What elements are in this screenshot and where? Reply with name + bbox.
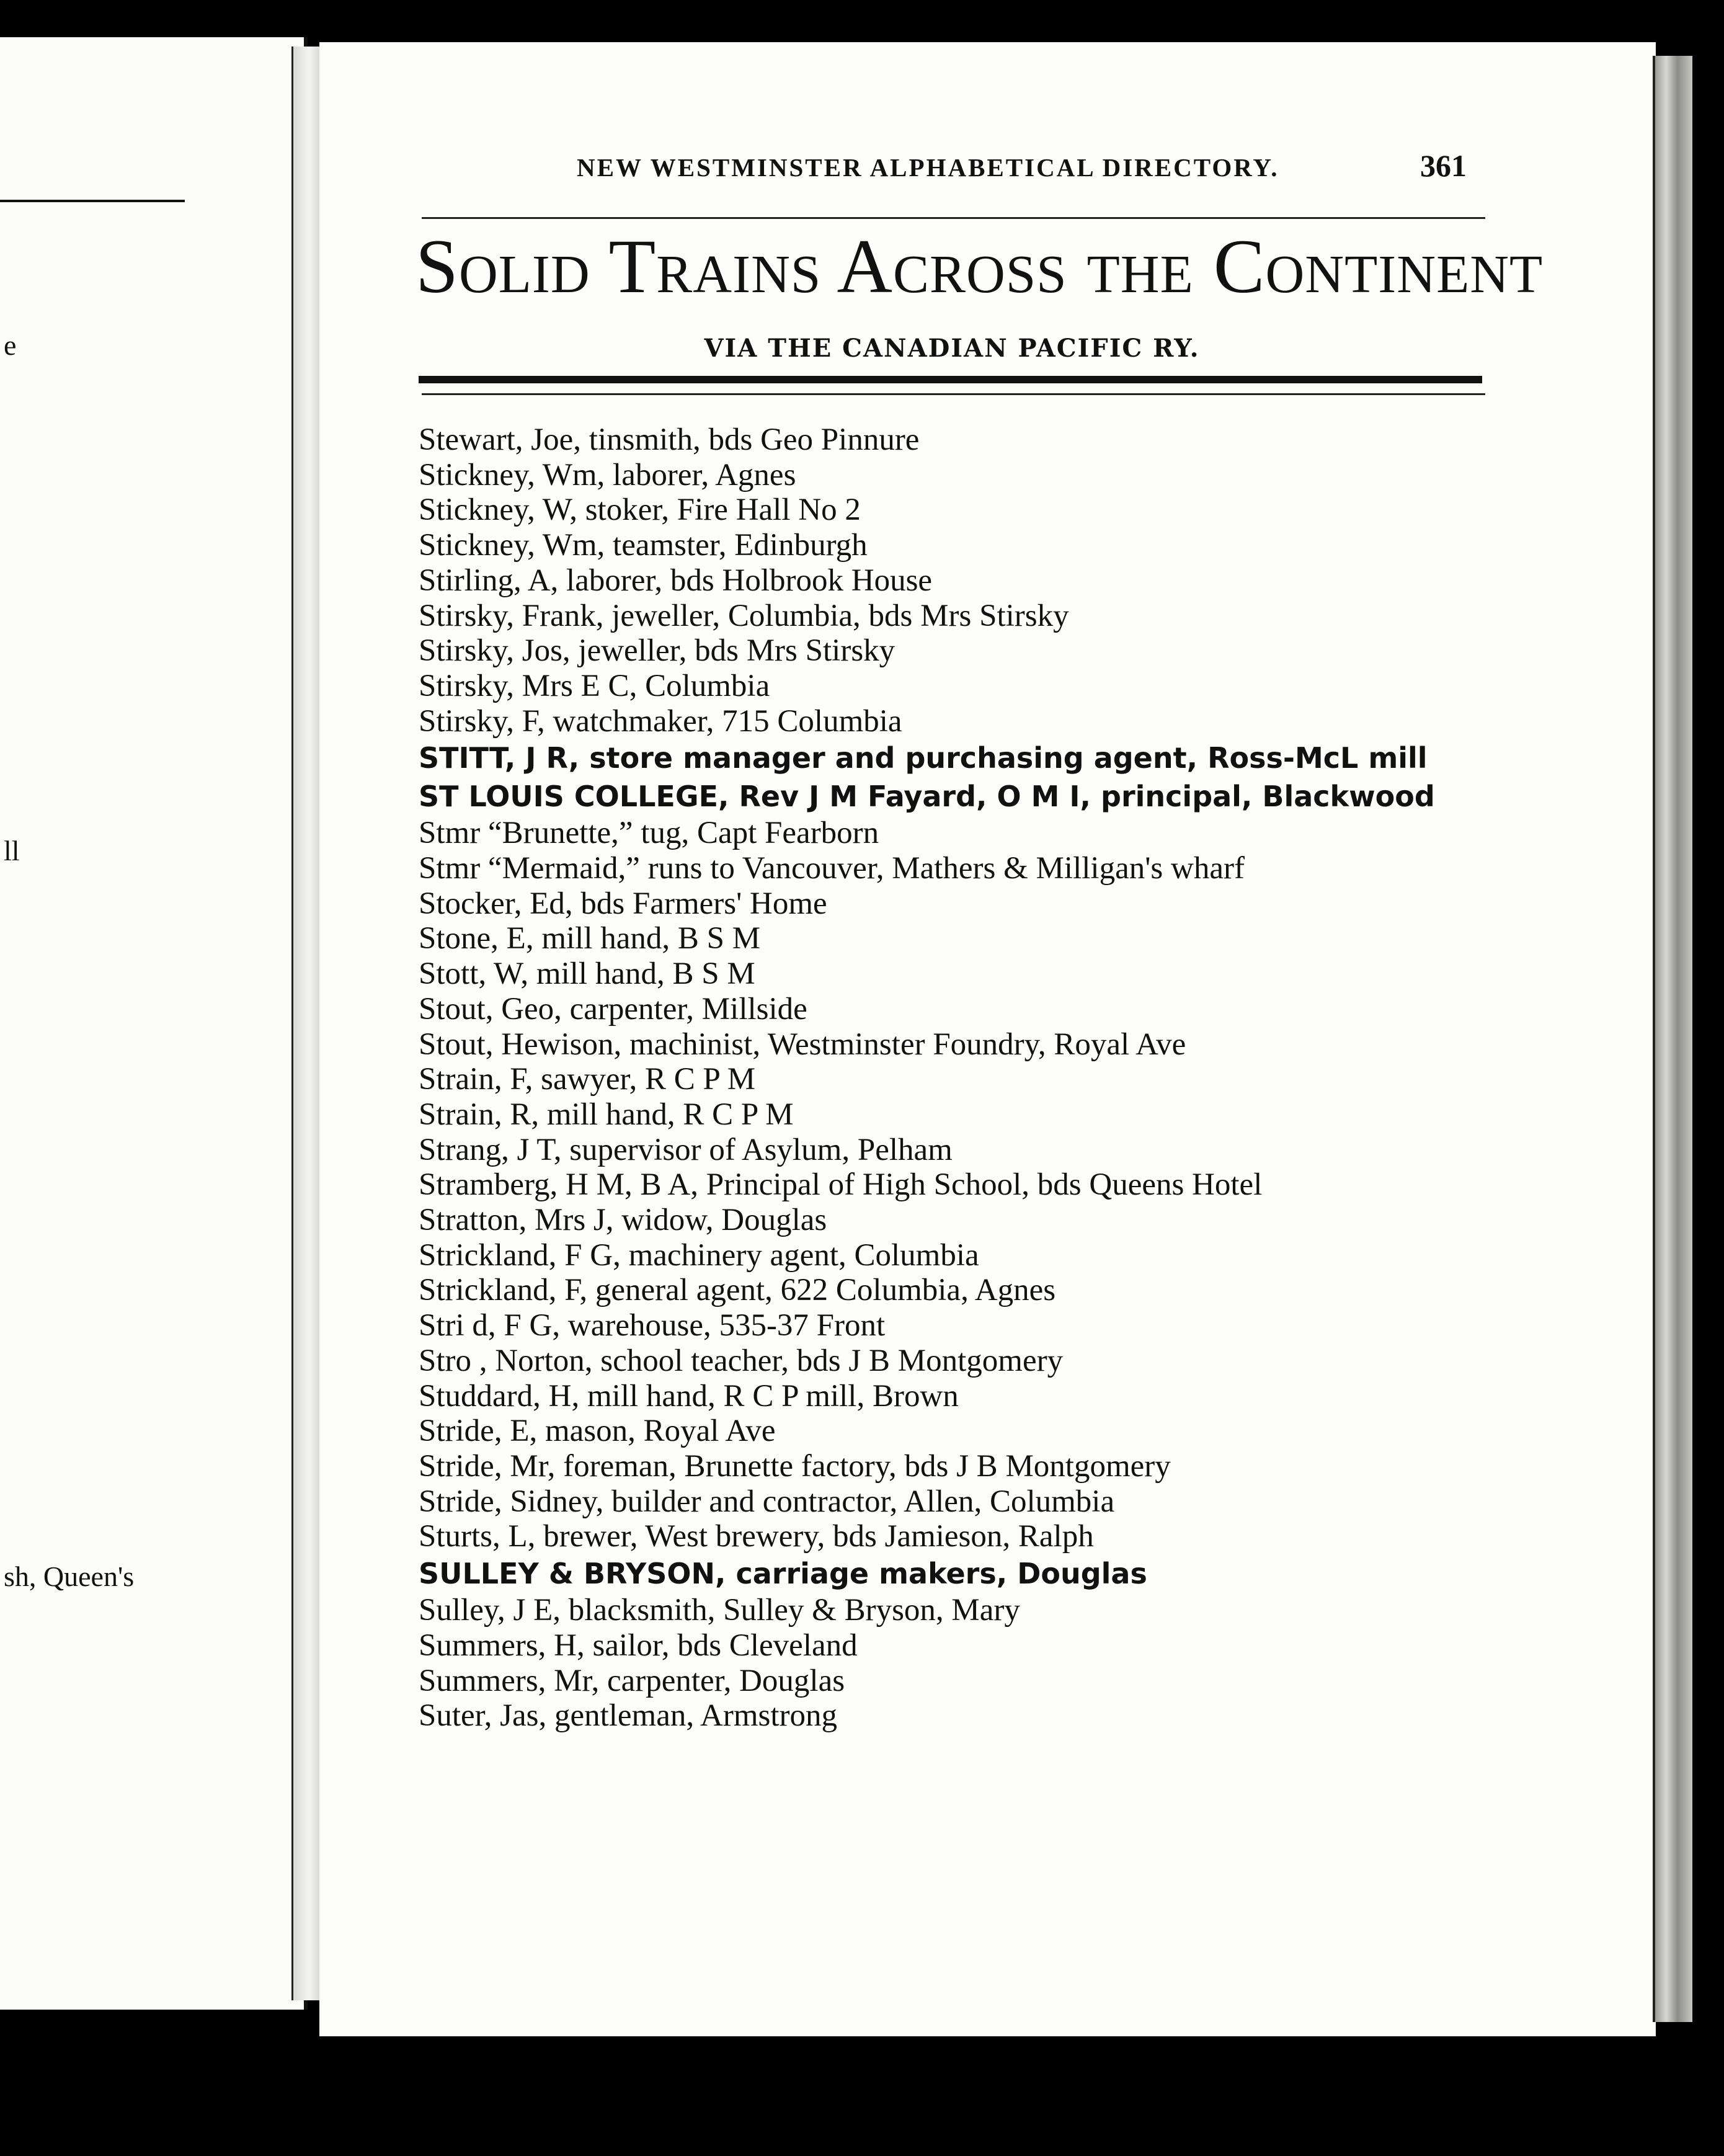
directory-entry: Stickney, Wm, teamster, Edinburgh [419,528,868,563]
running-head: NEW WESTMINSTER ALPHABETICAL DIRECTORY. [577,153,1279,182]
left-page-rule [0,200,185,202]
banner-rule-thin [422,393,1485,395]
directory-entry: Stewart, Joe, tinsmith, bds Geo Pinnure [419,422,920,457]
directory-entry: Stickney, W, stoker, Fire Hall No 2 [419,492,861,528]
directory-entry: Stro , Norton, school teacher, bds J B Montgomery [419,1343,1064,1378]
directory-entry: Stratton, Mrs J, widow, Douglas [419,1203,827,1238]
directory-entry: Stmr “Brunette,” tug, Capt Fearborn [419,816,879,851]
directory-entry: Stone, E, mill hand, B S M [419,921,761,956]
left-page-fragment: sh, Queen's [4,1561,135,1592]
directory-entry: Stride, Sidney, builder and contractor, Allen, Columbia [419,1484,1115,1519]
directory-entry: SULLEY & BRYSON, carriage makers, Douglas [419,1557,1147,1591]
directory-entry: Stirsky, Frank, jeweller, Columbia, bds Mrs Stirsky [419,598,1069,633]
banner-rule-thick [419,376,1482,383]
header-rule [422,217,1485,219]
directory-entry: Stirsky, Mrs E C, Columbia [419,668,770,703]
directory-entry: Stocker, Ed, bds Farmers' Home [419,886,827,921]
page-number: 361 [1420,148,1467,183]
directory-entry: Strain, R, mill hand, R C P M [419,1097,794,1132]
directory-entry: Stri d, F G, warehouse, 535-37 Front [419,1308,886,1343]
directory-entry: STITT, J R, store manager and purchasing agent, Ross-McL mill [419,741,1428,775]
directory-entry: Strickland, F, general agent, 622 Columbia, Agnes [419,1273,1056,1308]
directory-entry: Stirsky, F, watchmaker, 715 Columbia [419,703,902,739]
page-edge [1653,56,1692,2022]
directory-entry: Stout, Geo, carpenter, Millside [419,991,807,1027]
directory-page [319,42,1656,2036]
directory-entries [419,422,1522,1734]
directory-entry: Strang, J T, supervisor of Asylum, Pelham [419,1132,953,1167]
directory-entry: Stride, Mr, foreman, Brunette factory, bds J B Montgomery [419,1448,1171,1484]
directory-entry: Suter, Jas, gentleman, Armstrong [419,1698,838,1734]
directory-entry: Strickland, F G, machinery agent, Columbia [419,1237,979,1273]
directory-entry: Stirsky, Jos, jeweller, bds Mrs Stirsky [419,633,895,669]
directory-entry: Stmr “Mermaid,” runs to Vancouver, Mathers & Milligan's wharf [419,851,1245,886]
directory-entry: Sulley, J E, blacksmith, Sulley & Bryson, Mary [419,1593,1020,1628]
banner-title: Solid Trains Across the Continent [415,224,1544,309]
directory-entry: Strain, F, sawyer, R C P M [419,1062,756,1097]
directory-entry: Stott, W, mill hand, B S M [419,956,755,992]
directory-entry: Sturts, L, brewer, West brewery, bds Jamieson, Ralph [419,1519,1094,1554]
directory-entry: Summers, Mr, carpenter, Douglas [419,1663,845,1698]
directory-entry: Stramberg, H M, B A, Principal of High School, bds Queens Hotel [419,1167,1263,1203]
directory-entry: Stirling, A, laborer, bds Holbrook House [419,563,933,598]
left-page-fragment: e [4,329,17,361]
directory-entry: ST LOUIS COLLEGE, Rev J M Fayard, O M I, principal, Blackwood [419,780,1435,814]
left-page-fragment: ll [4,835,20,866]
directory-entry: Stickney, Wm, laborer, Agnes [419,457,796,492]
directory-entry: Studdard, H, mill hand, R C P mill, Brown [419,1378,959,1414]
directory-entry: Summers, H, sailor, bds Cleveland [419,1628,858,1663]
directory-entry: Stout, Hewison, machinist, Westminster Foundry, Royal Ave [419,1027,1186,1062]
left-facing-page [0,37,308,2010]
directory-entry: Stride, E, mason, Royal Ave [419,1414,776,1449]
banner-subtitle: VIA THE CANADIAN PACIFIC RY. [704,334,1200,363]
